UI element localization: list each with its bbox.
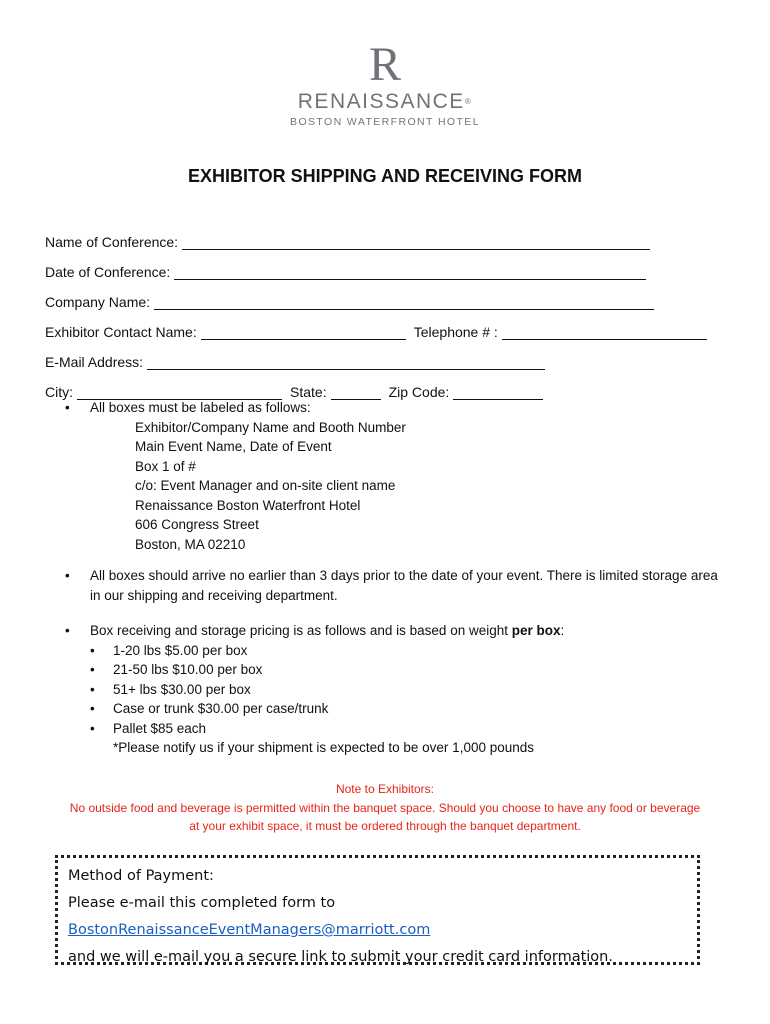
payment-line bbox=[68, 890, 687, 944]
pricing-intro: Box receiving and storage pricing is as follows and is based on weight bbox=[90, 623, 512, 638]
labeling-intro: All boxes must be labeled as follows: bbox=[90, 400, 311, 415]
bullet-icon: • bbox=[65, 623, 70, 638]
exhibitor-note-line: at your exhibit space, it must be ordered through the banquet department. bbox=[189, 819, 581, 833]
price-item bbox=[45, 660, 725, 680]
arrival-bullet bbox=[45, 566, 725, 605]
logo-mark: R bbox=[368, 38, 401, 91]
label-line: c/o: Event Manager and on-site client name bbox=[135, 478, 396, 493]
label-line: Exhibitor/Company Name and Booth Number bbox=[135, 419, 406, 435]
logo-subtitle: BOSTON WATERFRONT HOTEL bbox=[290, 116, 480, 128]
conference-name-line[interactable] bbox=[182, 235, 650, 250]
zip-label: Zip Code: bbox=[388, 384, 450, 400]
payment-box bbox=[55, 855, 700, 965]
field-row-conference-date bbox=[45, 250, 725, 280]
conference-name-label: Name of Conference: bbox=[45, 234, 179, 250]
bullet-icon: • bbox=[90, 681, 95, 697]
price-item bbox=[45, 641, 725, 661]
label-line: Renaissance Boston Waterfront Hotel bbox=[135, 497, 361, 513]
bullet-icon: • bbox=[65, 568, 70, 583]
logo-wordmark bbox=[0, 90, 770, 114]
bullet-icon: • bbox=[90, 720, 95, 736]
registered-mark: ® bbox=[464, 97, 473, 106]
city-label: City: bbox=[45, 384, 73, 400]
contact-fields bbox=[45, 220, 725, 400]
pricing-intro-bold: per box bbox=[511, 623, 561, 638]
telephone-line[interactable] bbox=[502, 325, 707, 340]
price-item-text: 21-50 lbs $10.00 per box bbox=[113, 662, 263, 677]
company-name-line[interactable] bbox=[154, 295, 654, 310]
bullet-icon: • bbox=[90, 642, 95, 658]
exhibitor-note bbox=[0, 780, 770, 836]
bullet-icon: • bbox=[90, 701, 95, 716]
exhibitor-note-heading: Note to Exhibitors: bbox=[335, 782, 435, 796]
contact-name-line[interactable] bbox=[201, 325, 406, 340]
label-line: Boston, MA 02210 bbox=[135, 536, 246, 552]
price-item-text: Case or trunk $30.00 per case/trunk bbox=[113, 701, 329, 716]
arrival-text: All boxes should arrive no earlier than 3 days prior to the date of your event. There is limited storage area in our shipping and receiving department. bbox=[90, 568, 718, 603]
company-name-label: Company Name: bbox=[45, 294, 151, 310]
conference-date-label: Date of Conference: bbox=[45, 264, 171, 280]
hotel-logo bbox=[0, 40, 770, 128]
telephone-label: Telephone # : bbox=[413, 324, 498, 340]
label-line: Main Event Name, Date of Event bbox=[135, 439, 332, 454]
email-label: E-Mail Address: bbox=[45, 354, 144, 370]
state-label: State: bbox=[290, 384, 327, 400]
weight-note: *Please notify us if your shipment is expected to be over 1,000 pounds bbox=[113, 740, 535, 755]
field-row-email bbox=[45, 340, 725, 370]
price-item-text: 1-20 lbs $5.00 per box bbox=[113, 642, 248, 658]
price-item bbox=[45, 680, 725, 700]
contact-name-label: Exhibitor Contact Name: bbox=[45, 324, 197, 340]
exhibitor-note-line: No outside food and beverage is permitted within the banquet space. Should you choose to have any food or beverage bbox=[69, 800, 701, 815]
payment-prefix: Please e-mail this completed form to bbox=[68, 895, 336, 911]
conference-date-line[interactable] bbox=[174, 265, 646, 280]
email-line[interactable] bbox=[147, 355, 545, 370]
price-item-text: Pallet $85 each bbox=[113, 720, 207, 736]
payment-line-2: and we will e-mail you a secure link to submit your credit card information. bbox=[68, 949, 613, 965]
pricing-bullet bbox=[45, 621, 725, 641]
payment-heading: Method of Payment: bbox=[68, 868, 214, 884]
field-row-conference-name bbox=[45, 220, 725, 250]
instructions bbox=[45, 398, 725, 758]
bullet-icon: • bbox=[90, 662, 95, 677]
field-row-company-name bbox=[45, 280, 725, 310]
labeling-bullet bbox=[45, 398, 725, 418]
label-line: Box 1 of # bbox=[135, 458, 196, 474]
price-item bbox=[45, 719, 725, 739]
field-row-contact bbox=[45, 310, 725, 340]
logo-wordmark-text: RENAISSANCE bbox=[297, 90, 465, 113]
form-title: EXHIBITOR SHIPPING AND RECEIVING FORM bbox=[187, 166, 583, 186]
label-line: 606 Congress Street bbox=[135, 517, 259, 532]
field-row-address bbox=[45, 370, 725, 400]
pricing-intro-end: : bbox=[560, 623, 565, 638]
bullet-icon: • bbox=[65, 400, 70, 415]
price-item bbox=[45, 699, 725, 719]
price-item-text: 51+ lbs $30.00 per box bbox=[113, 681, 251, 697]
event-managers-email-link[interactable]: BostonRenaissanceEventManagers@marriott.com bbox=[68, 922, 431, 938]
